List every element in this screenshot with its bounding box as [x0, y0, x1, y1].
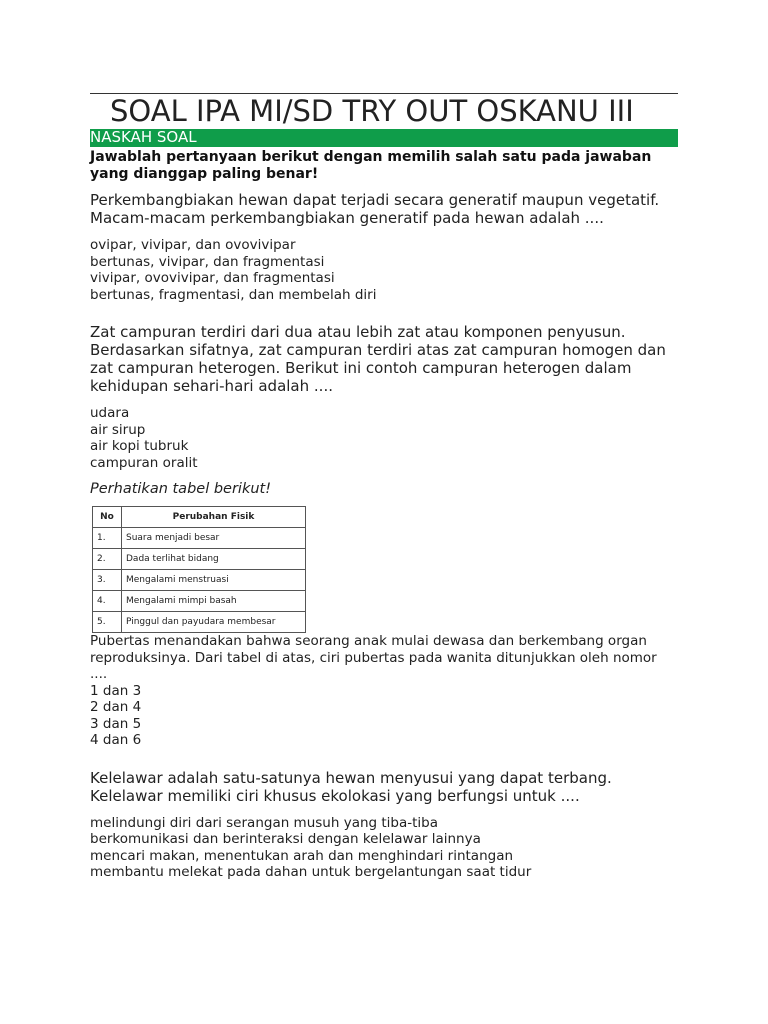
- question-1-option: bertunas, vivipar, dan fragmentasi: [90, 253, 325, 270]
- table-cell-no: 1.: [93, 528, 122, 549]
- table-cell-no: 4.: [93, 591, 122, 612]
- question-1-text: Perkembangbiakan hewan dapat terjadi secara generatif maupun vegetatif. Macam-macam perkembangbiakan generatif pada hewan adalah ....: [90, 191, 660, 227]
- table-cell-change: Mengalami mimpi basah: [122, 591, 306, 612]
- question-4-options: [90, 815, 678, 881]
- table-cell-change: Mengalami menstruasi: [122, 570, 306, 591]
- page-title: SOAL IPA MI/SD TRY OUT OSKANU III: [110, 94, 634, 128]
- question-2-text: Zat campuran terdiri dari dua atau lebih zat atau komponen penyusun. Berdasarkan sifatnya, zat campuran terdiri atas zat campuran homogen dan zat campuran heterogen. Berikut ini contoh campuran heterogen dalam kehidupan sehari-hari adalah ....: [90, 323, 666, 395]
- question-1-option: vivipar, ovovivipar, dan fragmentasi: [90, 270, 335, 286]
- table-cell-no: 3.: [93, 570, 122, 591]
- question-1-option: ovipar, vivipar, dan ovovivipar: [90, 237, 296, 253]
- question-4-option: berkomunikasi dan berinteraksi dengan kelelawar lainnya: [90, 831, 481, 847]
- question-2-option: air kopi tubruk: [90, 438, 189, 454]
- table-row: [93, 528, 306, 549]
- document-page: [90, 93, 678, 881]
- question-4-option: membantu melekat pada dahan untuk bergelantungan saat tidur: [90, 864, 532, 880]
- question-3-option: 3 dan 5: [90, 715, 142, 732]
- question-4-option: melindungi diri dari serangan musuh yang tiba-tiba: [90, 814, 439, 831]
- question-1-options: [90, 237, 678, 303]
- question-3-option: 2 dan 4: [90, 699, 142, 715]
- question-3-text: Pubertas menandakan bahwa seorang anak mulai dewasa dan berkembang organ reproduksinya. Dari tabel di atas, ciri pubertas pada wanita ditunjukkan oleh nomor ....: [90, 633, 657, 682]
- table-cell-change: Pinggul dan payudara membesar: [122, 612, 306, 633]
- question-4-text: Kelelawar adalah satu-satunya hewan menyusui yang dapat terbang. Kelelawar memiliki ciri khusus ekolokasi yang berfungsi untuk ....: [90, 768, 612, 805]
- table-row: [93, 591, 306, 612]
- table-cell-change: Suara menjadi besar: [122, 528, 306, 549]
- question-3-option: 4 dan 6: [90, 732, 142, 748]
- table-cell-no: 5.: [93, 612, 122, 633]
- question-1-option: bertunas, fragmentasi, dan membelah diri: [90, 286, 377, 303]
- question-2-option: udara: [90, 405, 130, 421]
- question-2-option: air sirup: [90, 421, 146, 438]
- table-row: [93, 612, 306, 633]
- table-row: [93, 549, 306, 570]
- section-header-bar: NASKAH SOAL: [90, 129, 678, 147]
- table-cell-change: Dada terlihat bidang: [122, 549, 306, 570]
- table-cell-no: 2.: [93, 549, 122, 570]
- question-2-option: campuran oralit: [90, 454, 198, 471]
- question-3-option: 1 dan 3: [90, 682, 142, 699]
- table-header-change: Perubahan Fisik: [122, 507, 306, 528]
- physical-change-table-wrap: [90, 506, 306, 633]
- table-header-no: No: [93, 507, 122, 528]
- instruction-text: Jawablah pertanyaan berikut dengan memilih salah satu pada jawaban yang dianggap paling benar!: [90, 149, 652, 182]
- table-header-row: [93, 507, 306, 528]
- question-3-options: [90, 683, 678, 749]
- physical-change-table: [92, 506, 306, 633]
- table-instruction: Perhatikan tabel berikut!: [90, 481, 272, 497]
- question-4-option: mencari makan, menentukan arah dan menghindari rintangan: [90, 847, 514, 864]
- question-2-options: [90, 405, 678, 471]
- table-row: [93, 570, 306, 591]
